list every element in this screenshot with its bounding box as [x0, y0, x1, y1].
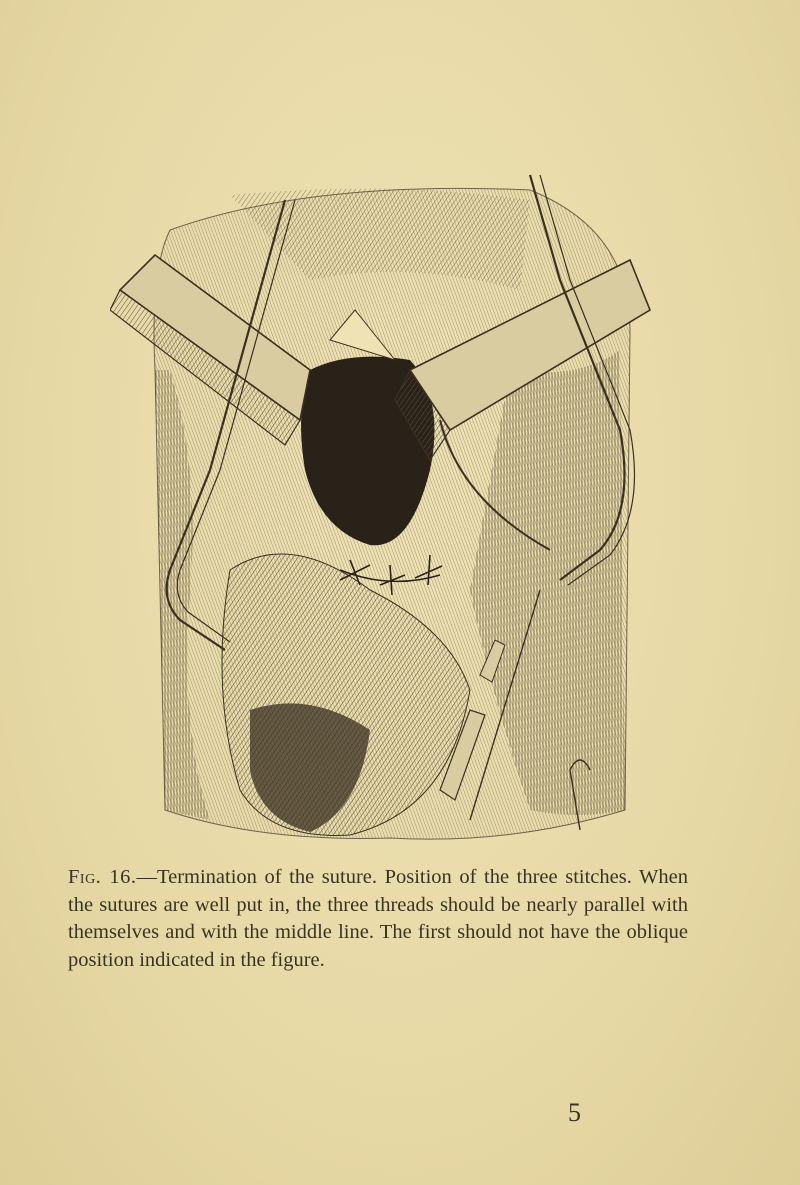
caption-text: —Termination of the suture. Position of the three stitches. When the sutures are well put in, the three threads should be nearly parallel with themselves and with the middle line. The first should not have the oblique position indicated in the figure.: [68, 866, 688, 971]
figure-label: Fig. 16.: [68, 866, 137, 888]
page-number: 5: [568, 1098, 581, 1127]
figure-caption: [68, 864, 688, 974]
surgical-engraving-illustration: [110, 170, 670, 850]
